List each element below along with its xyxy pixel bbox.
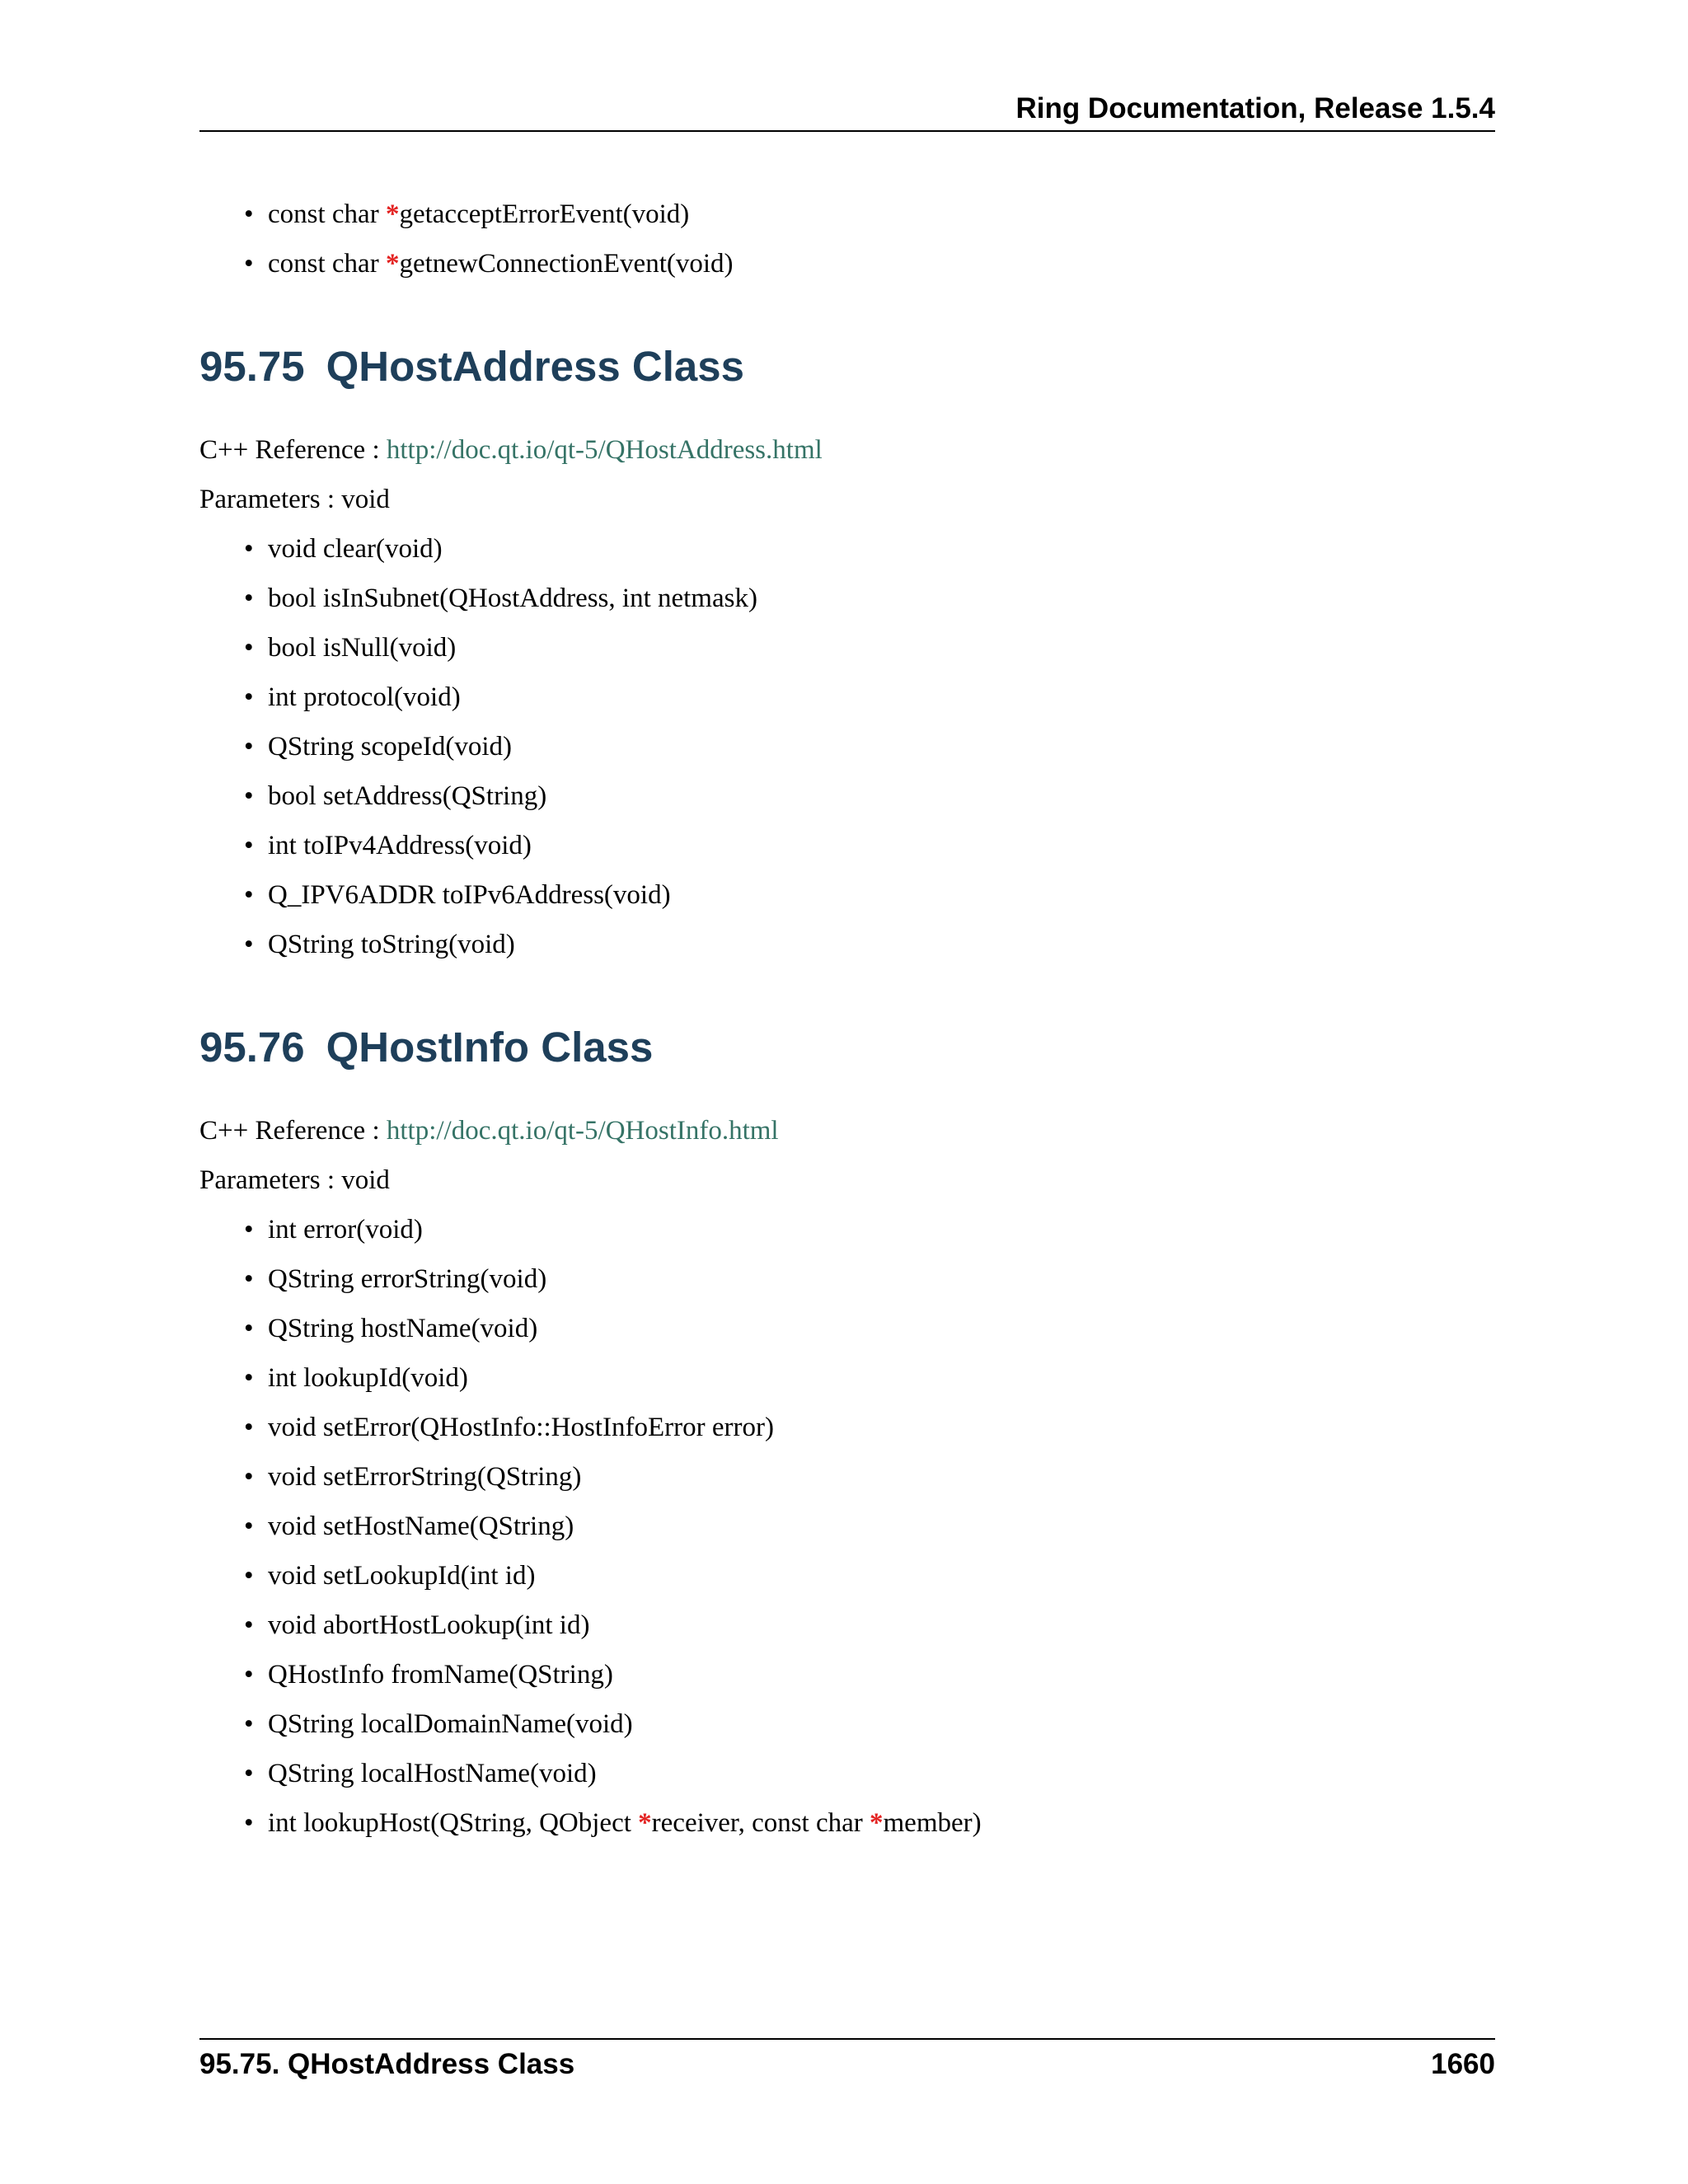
footer-section-title: 95.75. QHostAddress Class bbox=[199, 2048, 575, 2080]
pointer-asterisk: * bbox=[638, 1808, 652, 1838]
list-item: • QString toString(void) bbox=[244, 930, 515, 959]
list-item: • int error(void) bbox=[244, 1215, 423, 1244]
pointer-asterisk: * bbox=[385, 199, 400, 229]
pointer-asterisk: * bbox=[870, 1808, 884, 1838]
parameters-line: Parameters : void bbox=[199, 485, 390, 514]
list-item: • QString hostName(void) bbox=[244, 1314, 538, 1343]
list-item: • int toIPv4Address(void) bbox=[244, 831, 532, 860]
list-item: • void clear(void) bbox=[244, 534, 443, 564]
reference-link[interactable]: http://doc.qt.io/qt-5/QHostAddress.html bbox=[386, 435, 823, 465]
section-heading-qhostaddress: 95.75 QHostAddress Class bbox=[199, 343, 744, 390]
method-list bbox=[199, 524, 1495, 969]
list-item: • QString scopeId(void) bbox=[244, 732, 513, 762]
list-item: • bool isInSubnet(QHostAddress, int netmask) bbox=[244, 583, 757, 613]
section-heading-qhostinfo: 95.76 QHostInfo Class bbox=[199, 1024, 654, 1071]
pointer-asterisk: * bbox=[385, 249, 400, 279]
page-number: 1660 bbox=[1431, 2048, 1495, 2080]
page-content bbox=[199, 190, 1495, 1848]
running-footer bbox=[199, 2038, 1495, 2089]
list-item: • int lookupHost(QString, QObject *receiver, const char *member) bbox=[244, 1808, 982, 1838]
parameters-line: Parameters : void bbox=[199, 1165, 390, 1195]
method-list bbox=[199, 1205, 1495, 1848]
list-item: • bool setAddress(QString) bbox=[244, 781, 547, 811]
cpp-reference: C++ Reference : http://doc.qt.io/qt-5/QHostAddress.html bbox=[199, 435, 823, 465]
list-item: • void setErrorString(QString) bbox=[244, 1462, 582, 1492]
list-item: • const char *getacceptErrorEvent(void) bbox=[244, 199, 690, 229]
list-item: • int protocol(void) bbox=[244, 682, 461, 712]
running-header bbox=[199, 89, 1495, 132]
list-item: • void abortHostLookup(int id) bbox=[244, 1610, 590, 1640]
reference-link[interactable]: http://doc.qt.io/qt-5/QHostInfo.html bbox=[386, 1116, 779, 1146]
list-item: • QHostInfo fromName(QString) bbox=[244, 1660, 613, 1690]
list-item: • QString localHostName(void) bbox=[244, 1759, 597, 1788]
list-item: • Q_IPV6ADDR toIPv6Address(void) bbox=[244, 880, 671, 910]
method-list-continued bbox=[199, 190, 1495, 288]
list-item: • bool isNull(void) bbox=[244, 633, 457, 663]
list-item: • void setHostName(QString) bbox=[244, 1511, 574, 1541]
list-item: • QString localDomainName(void) bbox=[244, 1709, 633, 1739]
list-item: • const char *getnewConnectionEvent(void) bbox=[244, 249, 734, 279]
cpp-reference: C++ Reference : http://doc.qt.io/qt-5/QHostInfo.html bbox=[199, 1116, 779, 1146]
list-item: • void setLookupId(int id) bbox=[244, 1561, 536, 1591]
document-title: Ring Documentation, Release 1.5.4 bbox=[1015, 92, 1495, 124]
list-item: • int lookupId(void) bbox=[244, 1363, 468, 1393]
list-item: • void setError(QHostInfo::HostInfoError error) bbox=[244, 1413, 774, 1442]
list-item: • QString errorString(void) bbox=[244, 1264, 547, 1294]
